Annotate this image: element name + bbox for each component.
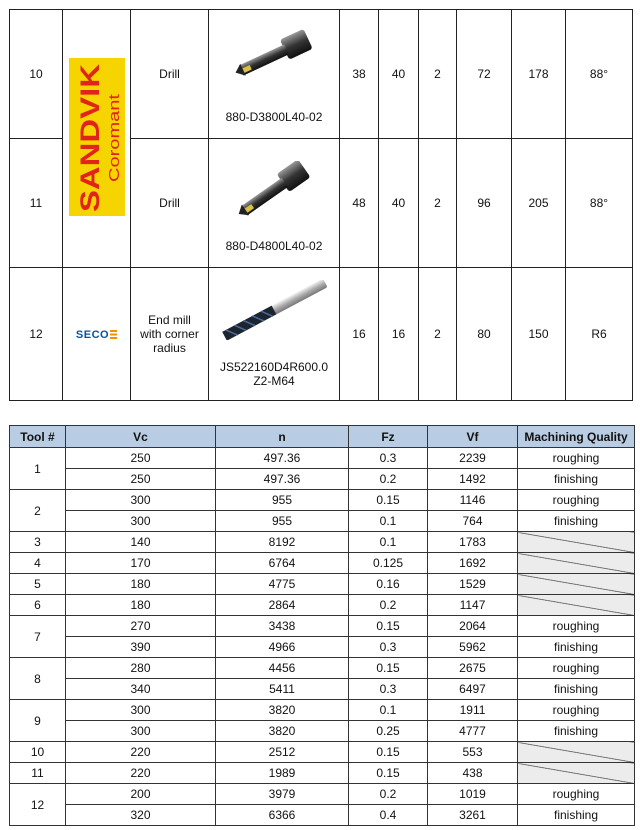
vf-cell: 2064 [428,616,518,637]
vc-cell: 180 [66,574,216,595]
tool-value: 2 [419,10,457,139]
tool-number-cell: 6 [10,595,66,616]
tool-code: 880-D4800L40-02 [225,239,323,253]
tool-code: 880-D3800L40-02 [225,110,323,124]
n-cell: 497.36 [216,469,349,490]
n-cell: 497.36 [216,448,349,469]
tool-value: 2 [419,268,457,401]
vf-cell: 1911 [428,700,518,721]
vf-cell: 1692 [428,553,518,574]
n-cell: 6764 [216,553,349,574]
vf-cell: 1529 [428,574,518,595]
vf-cell: 6497 [428,679,518,700]
table-row [10,469,635,490]
vc-cell: 200 [66,784,216,805]
table-row [10,553,635,574]
drill-image-icon [229,161,319,225]
sandvik-logo [63,10,131,268]
fz-cell: 0.125 [349,553,428,574]
quality-cell-empty [518,553,635,574]
tool-number-cell: 4 [10,553,66,574]
tool-number-cell: 2 [10,490,66,532]
table-row [10,574,635,595]
vf-cell: 2675 [428,658,518,679]
table-row [10,742,635,763]
fz-cell: 0.2 [349,784,428,805]
tool-row [10,268,633,401]
fz-cell: 0.1 [349,511,428,532]
tool-value: R6 [566,268,633,401]
n-cell: 6366 [216,805,349,826]
quality-cell-empty [518,574,635,595]
fz-cell: 0.1 [349,532,428,553]
params-body [10,448,635,826]
n-cell: 3438 [216,616,349,637]
tool-value: 88° [566,10,633,139]
tool-number-cell: 8 [10,658,66,700]
n-cell: 3820 [216,700,349,721]
n-cell: 2512 [216,742,349,763]
fz-cell: 0.3 [349,637,428,658]
vf-cell: 438 [428,763,518,784]
tool-number-cell: 9 [10,700,66,742]
tool-number-cell: 12 [10,784,66,826]
drill-image-icon [229,28,319,88]
header-vf: Vf [428,426,518,448]
tool-type: End mill with corner radius [131,268,209,401]
tool-number-cell: 10 [10,742,66,763]
tool-value: 205 [512,139,566,268]
quality-cell: finishing [518,721,635,742]
vf-cell: 553 [428,742,518,763]
fz-cell: 0.1 [349,700,428,721]
seco-logo-text: SECO [75,329,110,341]
vc-cell: 300 [66,490,216,511]
tool-value: 2 [419,139,457,268]
fz-cell: 0.16 [349,574,428,595]
n-cell: 8192 [216,532,349,553]
tool-value: 72 [457,10,512,139]
header-tool: Tool # [10,426,66,448]
quality-cell: roughing [518,448,635,469]
vf-cell: 1146 [428,490,518,511]
tool-number: 11 [10,139,63,268]
vc-cell: 250 [66,448,216,469]
quality-cell-empty [518,532,635,553]
table-header-row [10,426,635,448]
quality-cell: roughing [518,490,635,511]
vf-cell: 5962 [428,637,518,658]
vc-cell: 320 [66,805,216,826]
tool-type: Drill [131,10,209,139]
tool-value: 80 [457,268,512,401]
n-cell: 4966 [216,637,349,658]
quality-cell: finishing [518,511,635,532]
table-row [10,784,635,805]
vf-cell: 1492 [428,469,518,490]
vf-cell: 2239 [428,448,518,469]
fz-cell: 0.3 [349,679,428,700]
vc-cell: 300 [66,721,216,742]
n-cell: 1989 [216,763,349,784]
tool-row [10,10,633,139]
sandvik-logo-text: SANDVIK [74,90,105,212]
tool-value: 96 [457,139,512,268]
seco-logo [63,268,131,401]
machining-parameters-table [9,425,635,826]
header-n: n [216,426,349,448]
vc-cell: 300 [66,700,216,721]
table-row [10,595,635,616]
tool-value: 38 [340,10,379,139]
tool-image-cell [209,10,340,139]
quality-cell: roughing [518,616,635,637]
vc-cell: 180 [66,595,216,616]
fz-cell: 0.15 [349,742,428,763]
n-cell: 955 [216,511,349,532]
quality-cell: roughing [518,658,635,679]
vc-cell: 220 [66,763,216,784]
quality-cell: roughing [518,784,635,805]
header-vc: Vc [66,426,216,448]
table-row [10,721,635,742]
fz-cell: 0.15 [349,490,428,511]
n-cell: 2864 [216,595,349,616]
table-row [10,637,635,658]
tool-type: Drill [131,139,209,268]
seco-logo-mark-icon [110,330,117,339]
tool-table [9,9,633,401]
quality-cell: finishing [518,637,635,658]
n-cell: 3979 [216,784,349,805]
sandvik-coromant-logo-icon [69,58,125,216]
tool-number: 10 [10,10,63,139]
tool-number-cell: 1 [10,448,66,490]
vc-cell: 300 [66,511,216,532]
table-row [10,490,635,511]
vc-cell: 220 [66,742,216,763]
fz-cell: 0.2 [349,595,428,616]
tool-number-cell: 3 [10,532,66,553]
vc-cell: 140 [66,532,216,553]
tool-number: 12 [10,268,63,401]
tool-value: 16 [340,268,379,401]
coromant-logo-text: Coromant [105,116,123,182]
fz-cell: 0.15 [349,616,428,637]
tool-value: 150 [512,268,566,401]
tool-value: 48 [340,139,379,268]
vf-cell: 764 [428,511,518,532]
vf-cell: 1783 [428,532,518,553]
n-cell: 3820 [216,721,349,742]
tool-number-cell: 7 [10,616,66,658]
quality-cell-empty [518,595,635,616]
tool-value: 88° [566,139,633,268]
header-machining-quality: Machining Quality [518,426,635,448]
fz-cell: 0.15 [349,658,428,679]
vf-cell: 1019 [428,784,518,805]
quality-cell: roughing [518,700,635,721]
table-row [10,532,635,553]
fz-cell: 0.4 [349,805,428,826]
tool-image-cell [209,268,340,401]
end-mill-image-icon [214,280,334,340]
table-row [10,511,635,532]
n-cell: 955 [216,490,349,511]
table-row [10,616,635,637]
quality-cell: finishing [518,679,635,700]
vc-cell: 270 [66,616,216,637]
vc-cell: 280 [66,658,216,679]
vf-cell: 3261 [428,805,518,826]
n-cell: 4775 [216,574,349,595]
n-cell: 4456 [216,658,349,679]
vc-cell: 340 [66,679,216,700]
vf-cell: 1147 [428,595,518,616]
quality-cell-empty [518,742,635,763]
table-row [10,763,635,784]
fz-cell: 0.3 [349,448,428,469]
fz-cell: 0.2 [349,469,428,490]
table-row [10,805,635,826]
tool-number-cell: 11 [10,763,66,784]
fz-cell: 0.25 [349,721,428,742]
tool-code: JS522160D4R600.0 Z2-M64 [219,360,329,388]
tool-value: 16 [379,268,419,401]
fz-cell: 0.15 [349,763,428,784]
quality-cell: finishing [518,805,635,826]
tool-value: 40 [379,139,419,268]
table-row [10,658,635,679]
vf-cell: 4777 [428,721,518,742]
vc-cell: 390 [66,637,216,658]
tool-image-cell [209,139,340,268]
tool-value: 178 [512,10,566,139]
vc-cell: 250 [66,469,216,490]
quality-cell: finishing [518,469,635,490]
quality-cell-empty [518,763,635,784]
table-row [10,700,635,721]
tool-number-cell: 5 [10,574,66,595]
table-row [10,679,635,700]
n-cell: 5411 [216,679,349,700]
vc-cell: 170 [66,553,216,574]
header-fz: Fz [349,426,428,448]
tool-value: 40 [379,10,419,139]
table-row [10,448,635,469]
